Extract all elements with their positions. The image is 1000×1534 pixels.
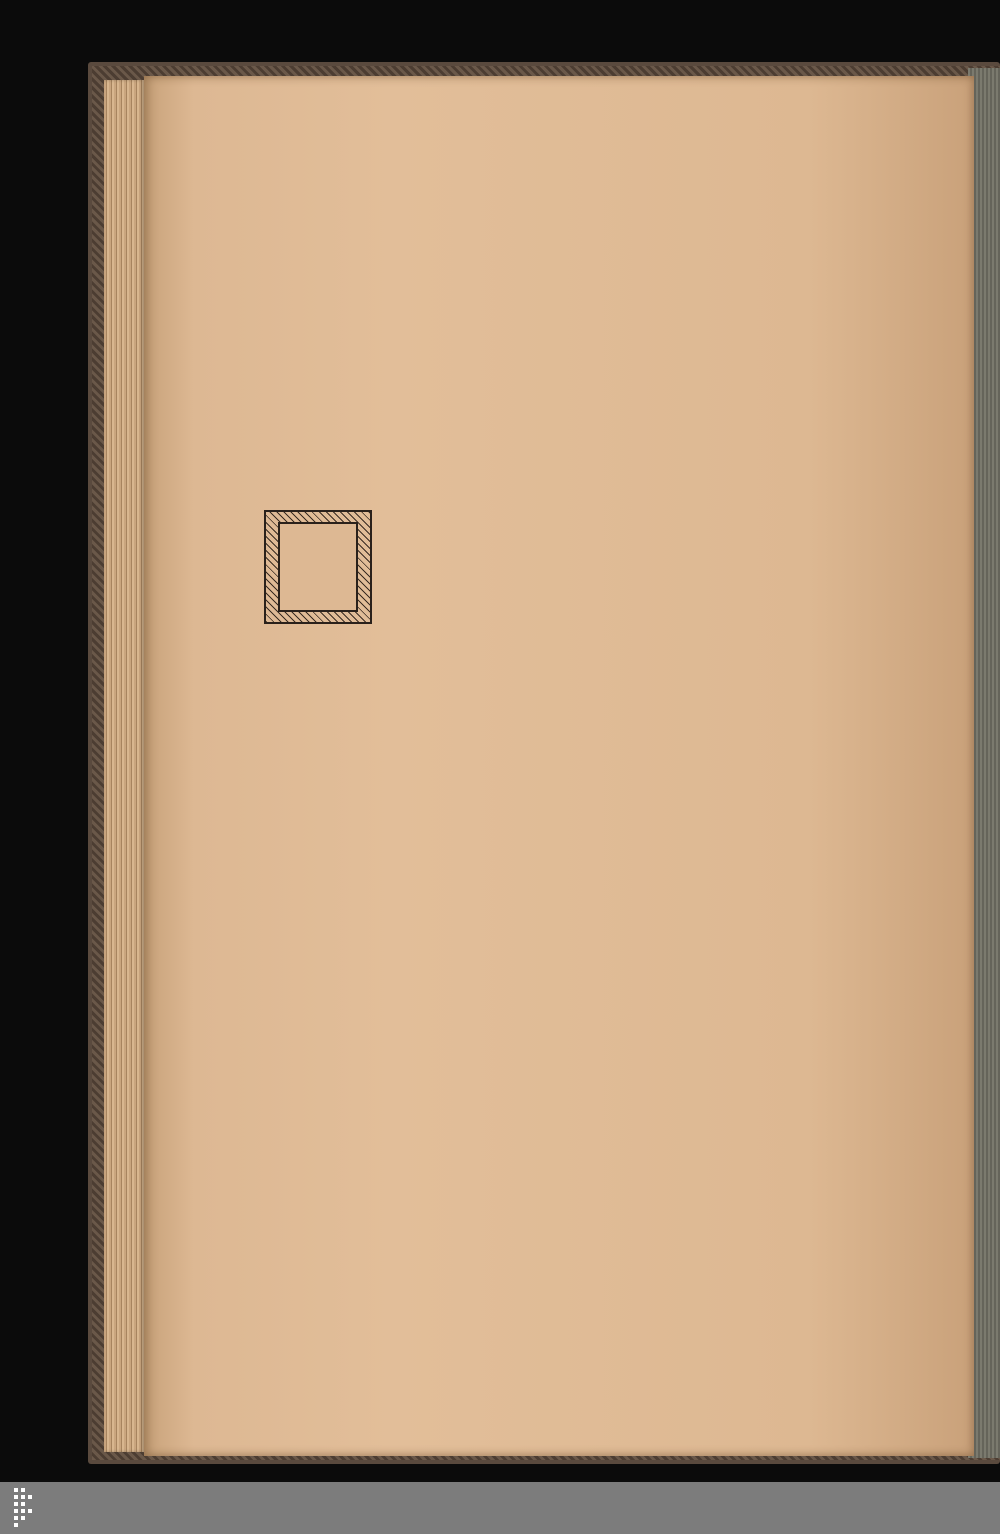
book-page	[144, 76, 974, 1456]
dropcap-letter	[278, 522, 358, 612]
library-logo-icon	[12, 1486, 42, 1530]
ornament-divider	[560, 396, 590, 416]
footer-bar	[0, 1482, 1000, 1534]
page-edges	[104, 80, 144, 1452]
dropcap-initial	[264, 510, 372, 624]
